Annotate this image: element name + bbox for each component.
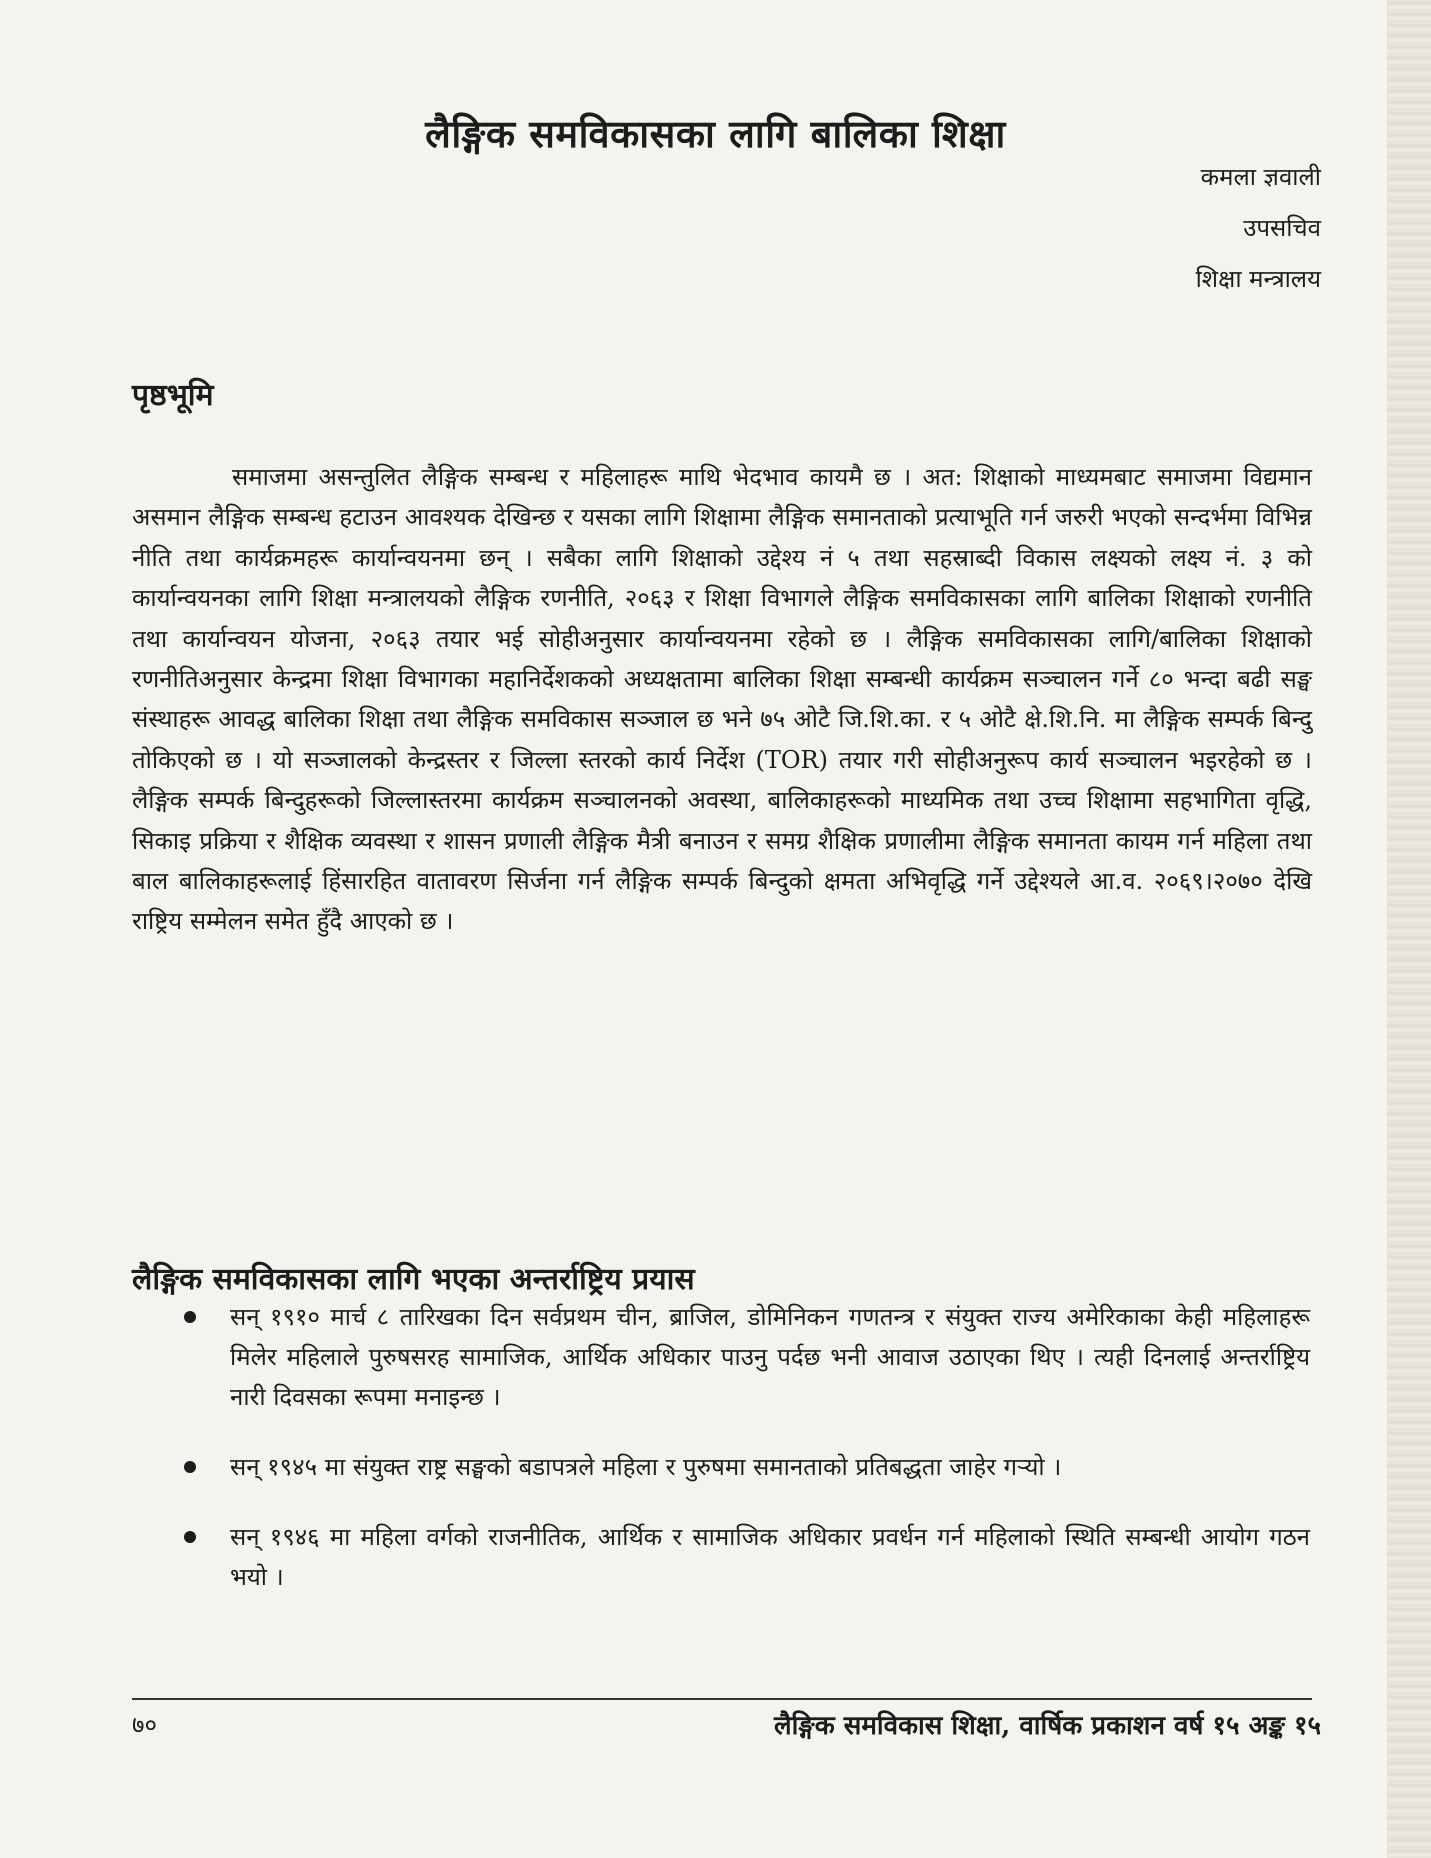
- author-block: [1196, 152, 1321, 305]
- page-edge-shadow: [1387, 0, 1431, 1858]
- page-number: ७०: [132, 1711, 157, 1739]
- list-item-text: सन् १९४५ मा संयुक्त राष्ट्र सङ्घको बडापत्रले महिला र पुरुषमा समानताको प्रतिबद्धता जाहेर गऱ्यो ।: [230, 1453, 1062, 1481]
- list-item-text: सन् १९४६ मा महिला वर्गको राजनीतिक, आर्थिक र सामाजिक अधिकार प्रवर्धन गर्न महिलाको स्थिति सम्बन्धी आयोग गठन भयो ।: [230, 1523, 1310, 1591]
- footer-divider: [132, 1698, 1312, 1700]
- international-efforts-list: [160, 1297, 1310, 1627]
- article-title: लैङ्गिक समविकासका लागि बालिका शिक्षा: [425, 111, 1006, 157]
- bullet-icon: [184, 1531, 196, 1543]
- section-heading-international-efforts: लैङ्गिक समविकासका लागि भएका अन्तर्राष्ट्रिय प्रयास: [132, 1261, 695, 1297]
- author-position: उपसचिव: [1243, 214, 1321, 242]
- bullet-icon: [184, 1461, 196, 1473]
- background-paragraph: समाजमा असन्तुलित लैङ्गिक सम्बन्ध र महिलाहरू माथि भेदभाव कायमै छ । अत: शिक्षाको माध्यमबाट समाजमा विद्यमान असमान लैङ्गिक सम्बन्ध हटाउन आवश्यक देखिन्छ र यसका लागि शिक्षामा लैङ्गिक समानताको प्रत्याभूति गर्न जरुरी भएको सन्दर्भमा विभिन्न नीति तथा कार्यक्रमहरू कार्यान्वयनमा छन् । सबैका लागि शिक्षाको उद्देश्य नं ५ तथा सहस्राब्दी विकास लक्ष्यको लक्ष्य नं. ३ को कार्यान्वयनका लागि शिक्षा मन्त्रालयको लैङ्गिक रणनीति, २०६३ र शिक्षा विभागले लैङ्गिक समविकासका लागि बालिका शिक्षाको रणनीति तथा कार्यान्वयन योजना, २०६३ तयार भई सोहीअनुसार कार्यान्वयनमा रहेको छ । लैङ्गिक समविकासका लागि/बालिका शिक्षाको रणनीतिअनुसार केन्द्रमा शिक्षा विभागका महानिर्देशकको अध्यक्षतामा बालिका शिक्षा सम्बन्धी कार्यक्रम सञ्चालन गर्ने ८० भन्दा बढी सङ्घ संस्थाहरू आवद्ध बालिका शिक्षा तथा लैङ्गिक समविकास सञ्जाल छ भने ७५ ओटै जि.शि.का. र ५ ओटै क्षे.शि.नि. मा लैङ्गिक सम्पर्क बिन्दु तोकिएको छ । यो सञ्जालको केन्द्रस्तर र जिल्ला स्तरको कार्य निर्देश (TOR) तयार गरी सोहीअनुरूप कार्य सञ्चालन भइरहेको छ । लैङ्गिक सम्पर्क बिन्दुहरूको जिल्लास्तरमा कार्यक्रम सञ्चालनको अवस्था, बालिकाहरूको माध्यमिक तथा उच्च शिक्षामा सहभागिता वृद्धि, सिकाइ प्रक्रिया र शैक्षिक व्यवस्था र शासन प्रणाली लैङ्गिक मैत्री बनाउन र समग्र शैक्षिक प्रणालीमा लैङ्गिक समानता कायम गर्न महिला तथा बाल बालिकाहरूलाई हिंसारहित वातावरण सिर्जना गर्न लैङ्गिक सम्पर्क बिन्दुको क्षमता अभिवृद्धि गर्ने उद्देश्यले आ.व. २०६९।२०७० देखि राष्ट्रिय सम्मेलन समेत हुँदै आएको छ ।: [132, 463, 1312, 936]
- footer-publication: लैङ्गिक समविकास शिक्षा, वार्षिक प्रकाशन वर्ष १५ अङ्क १५: [773, 1711, 1321, 1741]
- author-name: कमला ज्ञवाली: [1200, 163, 1321, 191]
- list-item: [160, 1297, 1310, 1417]
- list-item: [160, 1447, 1310, 1487]
- list-item: [160, 1517, 1310, 1597]
- list-item-text: सन् १९१० मार्च ८ तारिखका दिन सर्वप्रथम चीन, ब्राजिल, डोमिनिकन गणतन्त्र र संयुक्त राज्य अमेरिकाका केही महिलाहरू मिलेर महिलाले पुरुषसरह सामाजिक, आर्थिक अधिकार पाउनु पर्दछ भनी आवाज उठाएका थिए । त्यही दिनलाई अन्तर्राष्ट्रिय नारी दिवसका रूपमा मनाइन्छ ।: [230, 1303, 1310, 1411]
- author-office: शिक्षा मन्त्रालय: [1195, 265, 1321, 293]
- section-heading-background: पृष्ठभूमि: [132, 377, 214, 413]
- bullet-icon: [184, 1311, 196, 1323]
